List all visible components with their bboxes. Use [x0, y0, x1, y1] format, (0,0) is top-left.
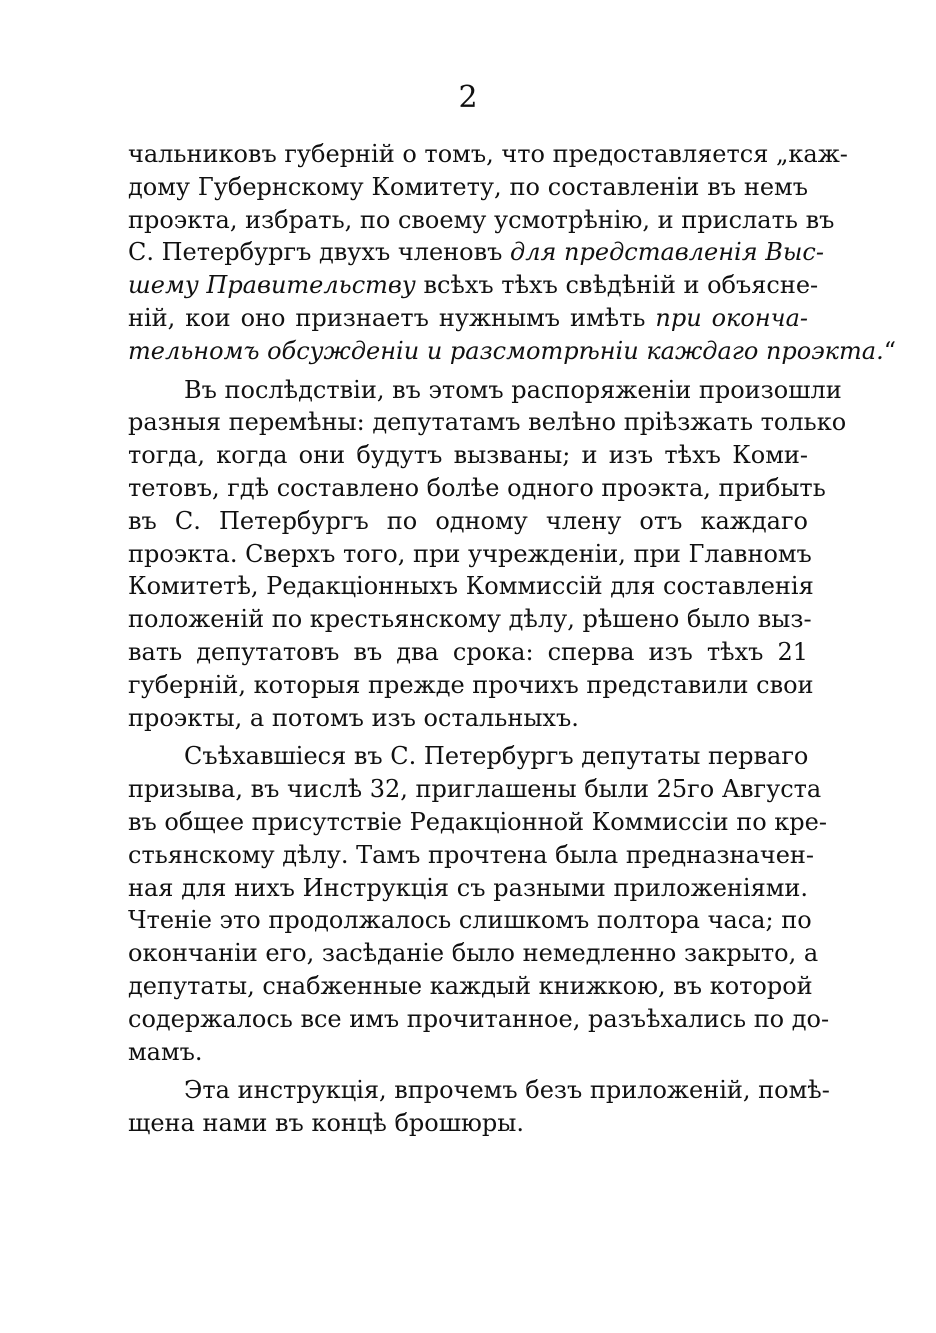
text-line: [128, 904, 812, 937]
text-line: [128, 603, 812, 636]
text-segment: Эта инструкція, впрочемъ безъ приложеній, помѣ-: [184, 1076, 830, 1105]
text-line: [128, 1036, 808, 1069]
text-line: [128, 937, 819, 970]
text-line: [128, 970, 813, 1003]
text-segment: проэкта, избрать, по своему усмотрѣнію, и прислать въ: [128, 205, 835, 234]
text-line: [128, 636, 808, 669]
text-segment: Чтеніе это продолжалось слишкомъ полтора часа; по: [128, 906, 812, 935]
text-line: [128, 505, 808, 538]
text-segment: содержалось все имъ прочитанное, разъѣхались по до-: [128, 1004, 830, 1033]
paragraph: [128, 374, 847, 735]
text-line: [128, 839, 815, 872]
text-line: [128, 204, 835, 237]
text-segment: щена нами въ концѣ брошюры.: [128, 1109, 524, 1138]
text-segment: дому Губернскому Комитету, по составленіи въ немъ: [128, 172, 808, 201]
text-line: [128, 702, 808, 735]
text-segment: депутаты, снабженные каждый книжкою, въ которой: [128, 971, 813, 1000]
italic-text: при оконча-: [655, 303, 808, 332]
text-segment: окончаніи его, засѣданіе было немедленно закрыто, а: [128, 939, 819, 968]
text-segment: положеній по крестьянскому дѣлу, рѣшено было выз-: [128, 605, 812, 634]
text-line: [128, 570, 814, 603]
text-segment: всѣхъ тѣхъ свѣдѣній и объясне-: [415, 271, 819, 300]
text-segment: ная для нихъ Инструкція съ разными приложеніями.: [128, 873, 808, 902]
text-segment: Комитетѣ, Редакціонныхъ Коммиссій для составленія: [128, 572, 814, 601]
paragraph: [128, 138, 896, 368]
text-segment: ній, кои оно признаетъ нужнымъ имѣть: [128, 303, 656, 332]
text-segment: разныя перемѣны: депутатамъ велѣно пріѣзжать только: [128, 408, 847, 437]
text-segment: призыва, въ числѣ 32, приглашены были 25го Августа: [128, 775, 822, 804]
text-line: [128, 374, 842, 407]
text-line: [128, 872, 808, 905]
text-line: [128, 1074, 830, 1107]
text-segment: чальниковъ губерній о томъ, что предоставляется „каж-: [128, 140, 848, 168]
italic-text: для представленія Выс-: [510, 238, 824, 267]
text-segment: стьянскому дѣлу. Тамъ прочтена была предназначен-: [128, 840, 815, 869]
text-line: [128, 302, 808, 335]
italic-text: тельномъ обсужденіи и разсмотрѣніи каждаго проэкта.: [128, 336, 884, 365]
text-line: [128, 806, 827, 839]
text-line: [128, 538, 812, 571]
page-number: 2: [458, 80, 478, 115]
text-line: [128, 269, 819, 302]
text-segment: тетовъ, гдѣ составлено болѣе одного проэкта, прибыть: [128, 473, 826, 502]
text-segment: проэкты, а потомъ изъ остальныхъ.: [128, 703, 579, 732]
text-segment: тогда, когда они будутъ вызваны; и изъ тѣхъ Коми-: [128, 441, 808, 470]
text-segment: проэкта. Сверхъ того, при учрежденіи, при Главномъ: [128, 539, 812, 568]
text-line: [128, 773, 822, 806]
text-line: [128, 406, 847, 439]
text-line: [128, 472, 826, 505]
text-segment: мамъ.: [128, 1037, 203, 1066]
paragraph: [128, 1074, 830, 1140]
text-segment: “: [883, 336, 896, 365]
text-segment: С. Петербургъ двухъ членовъ: [128, 238, 511, 267]
text-line: [128, 669, 814, 702]
text-line: [128, 1003, 830, 1036]
paragraph: [128, 740, 830, 1068]
text-segment: губерній, которыя прежде прочихъ представили свои: [128, 670, 814, 699]
text-segment: въ С. Петербургъ по одному члену отъ каждаго: [128, 506, 808, 535]
text-line: [128, 1107, 808, 1140]
text-segment: Съѣхавшіеся въ С. Петербургъ депутаты перваго: [184, 742, 809, 771]
text-line: [128, 171, 808, 204]
body-text: [128, 138, 896, 1140]
text-line: [128, 138, 848, 171]
italic-text: шему Правительству: [128, 271, 416, 300]
text-segment: въ общее присутствіе Редакціонной Коммиссіи по кре-: [128, 807, 827, 836]
text-line: [128, 236, 824, 269]
text-line: [128, 335, 896, 368]
text-line: [128, 439, 808, 472]
text-line: [128, 740, 808, 773]
text-segment: Въ послѣдствіи, въ этомъ распоряженіи произошли: [184, 375, 842, 404]
text-segment: вать депутатовъ въ два срока: сперва изъ тѣхъ 21: [128, 637, 808, 666]
